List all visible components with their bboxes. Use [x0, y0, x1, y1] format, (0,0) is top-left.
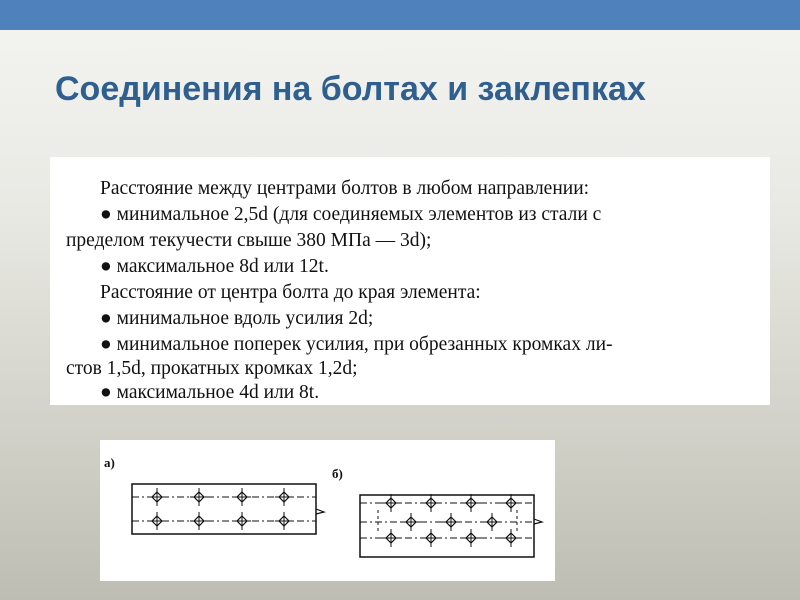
text-line: ● минимальное вдоль усилия 2d;: [100, 308, 374, 329]
text-line: Расстояние между центрами болтов в любом направлении:: [100, 178, 590, 199]
bolt-layout-drawing: [100, 440, 555, 581]
text-line: ● минимальное поперек усилия, при обрезанных кромках ли-: [100, 334, 613, 355]
figure-label-b: б): [332, 466, 343, 481]
text-line: ● максимальное 8d или 12t.: [100, 256, 329, 277]
text-line: пределом текучести свыше 380 МПа — 3d);: [66, 230, 432, 251]
text-block: [50, 157, 770, 405]
top-accent-bar: [0, 0, 800, 30]
text-line: ● максимальное 4d или 8t.: [100, 382, 320, 403]
plate-a-break: [316, 509, 324, 514]
text-line: Расстояние от центра болта до края элемента:: [100, 282, 481, 303]
plate-a: [132, 484, 316, 534]
text-line: ● минимальное 2,5d (для соединяемых элементов из стали с: [100, 204, 602, 225]
slide-title: Соединения на болтах и заклепках: [55, 70, 646, 108]
plate-b-break: [534, 519, 542, 524]
figure-label-a: а): [104, 455, 115, 470]
text-line: стов 1,5d, прокатных кромках 1,2d;: [66, 358, 358, 379]
bolt-layout-figure: [100, 440, 555, 581]
